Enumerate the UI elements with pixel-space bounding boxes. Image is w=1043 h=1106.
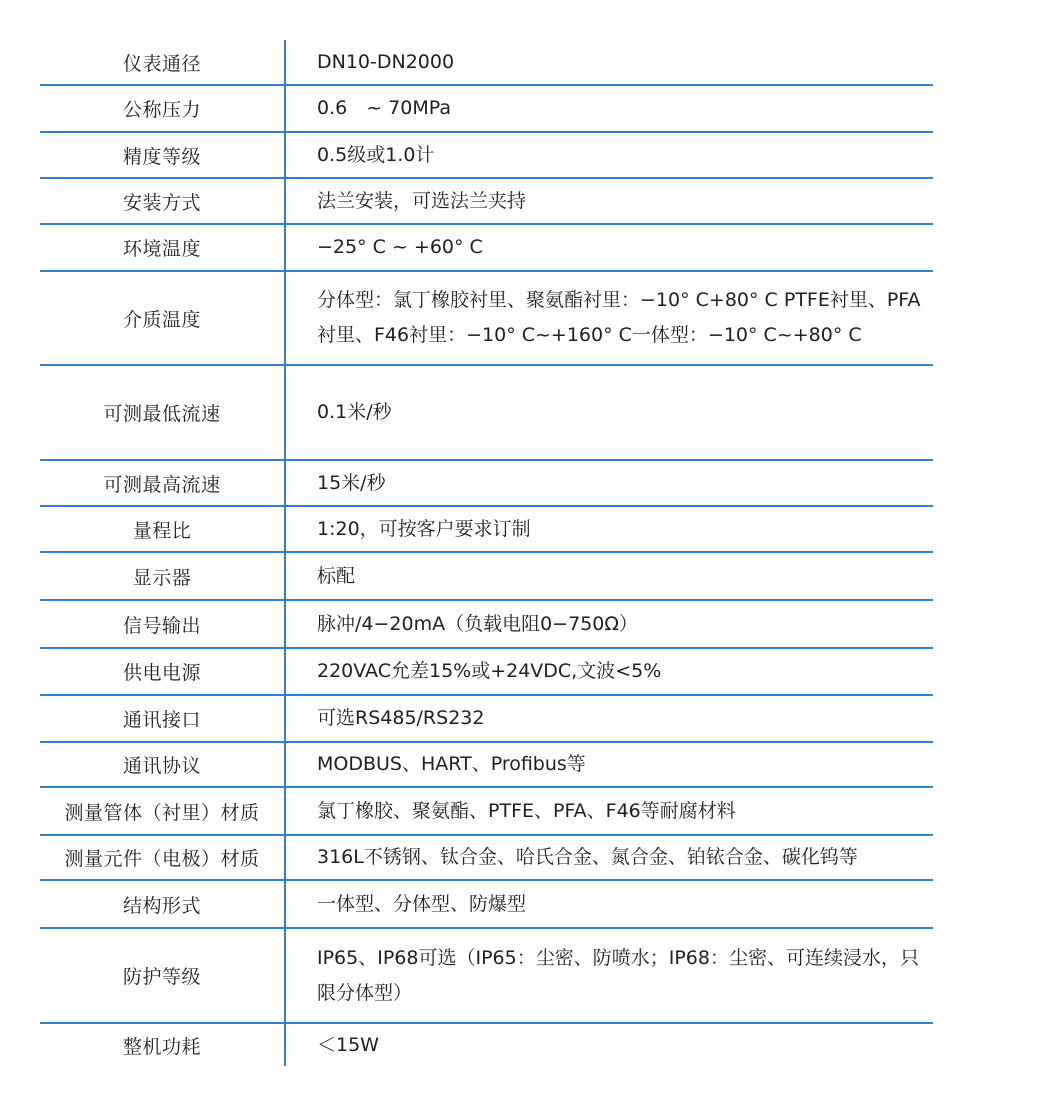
spec-label: 防护等级 <box>40 929 286 1022</box>
spec-row-turndown-ratio <box>40 507 933 553</box>
spec-label: 供电电源 <box>40 649 286 694</box>
spec-row-installation <box>40 179 933 225</box>
spec-value: 可选RS485/RS232 <box>317 707 485 729</box>
spec-value: 15米/秒 <box>317 471 386 494</box>
spec-value: 0.1米/秒 <box>317 401 392 423</box>
spec-row-lining-material <box>40 788 933 836</box>
spec-label: 量程比 <box>40 507 286 551</box>
spec-value: 氯丁橡胶、聚氨酯、PTFE、PFA、F46等耐腐材料 <box>317 799 736 822</box>
spec-row-bore-size <box>40 40 933 86</box>
spec-row-accuracy <box>40 133 933 179</box>
spec-table <box>40 40 933 1066</box>
spec-value: ＜15W <box>317 1033 379 1056</box>
spec-label: 环境温度 <box>40 225 286 270</box>
spec-row-nominal-pressure <box>40 86 933 133</box>
spec-value: 1:20，可按客户要求订制 <box>317 517 531 540</box>
spec-label: 测量管体（衬里）材质 <box>40 788 286 834</box>
spec-value: 0.5级或1.0计 <box>317 143 435 166</box>
spec-row-display <box>40 553 933 601</box>
spec-value: 316L不锈钢、钛合金、哈氏合金、氮合金、铂铱合金、碳化钨等 <box>317 846 858 868</box>
spec-value: 0.6 ~ 70MPa <box>317 97 451 119</box>
spec-row-ambient-temperature <box>40 225 933 272</box>
spec-value: 标配 <box>317 564 356 587</box>
spec-label: 精度等级 <box>40 133 286 177</box>
spec-label: 通讯接口 <box>40 696 286 741</box>
spec-row-communication-protocol <box>40 743 933 788</box>
spec-row-min-flow-velocity <box>40 366 933 461</box>
spec-value: −25° C ~ +60° C <box>317 236 483 258</box>
spec-row-electrode-material <box>40 836 933 881</box>
spec-label: 安装方式 <box>40 179 286 223</box>
spec-row-communication-interface <box>40 696 933 743</box>
spec-row-power-consumption <box>40 1024 933 1066</box>
spec-label: 信号输出 <box>40 601 286 647</box>
spec-label: 测量元件（电极）材质 <box>40 836 286 879</box>
spec-label: 可测最低流速 <box>40 366 286 459</box>
spec-label: 结构形式 <box>40 881 286 927</box>
spec-value: 一体型、分体型、防爆型 <box>317 892 527 915</box>
spec-label: 通讯协议 <box>40 743 286 786</box>
spec-value: 脉冲/4−20mA（负载电阻0−750Ω） <box>317 612 638 635</box>
spec-row-signal-output <box>40 601 933 649</box>
spec-label: 显示器 <box>40 553 286 599</box>
spec-value: 分体型：氯丁橡胶衬里、聚氨酯衬里：−10° C+80° C PTFE衬里、PFA衬里、F46衬里：−10° C~+160° C一体型：−10° C~+80° C <box>317 289 921 346</box>
spec-row-protection-class <box>40 929 933 1024</box>
spec-label: 仪表通径 <box>40 40 286 84</box>
spec-row-max-flow-velocity <box>40 461 933 507</box>
spec-label: 介质温度 <box>40 272 286 364</box>
spec-value: 法兰安装，可选法兰夹持 <box>317 189 527 212</box>
spec-value: MODBUS、HART、Profibus等 <box>317 753 586 775</box>
spec-row-medium-temperature <box>40 272 933 366</box>
spec-label: 公称压力 <box>40 86 286 131</box>
spec-row-structure-type <box>40 881 933 929</box>
spec-row-power-supply <box>40 649 933 696</box>
spec-label: 整机功耗 <box>40 1024 286 1066</box>
spec-value: IP65、IP68可选（IP65：尘密、防喷水；IP68：尘密、可连续浸水，只限分体型） <box>317 946 919 1004</box>
spec-value: DN10-DN2000 <box>317 50 455 73</box>
spec-label: 可测最高流速 <box>40 461 286 505</box>
spec-value: 220VAC允差15%或+24VDC,文波<5% <box>317 660 662 682</box>
